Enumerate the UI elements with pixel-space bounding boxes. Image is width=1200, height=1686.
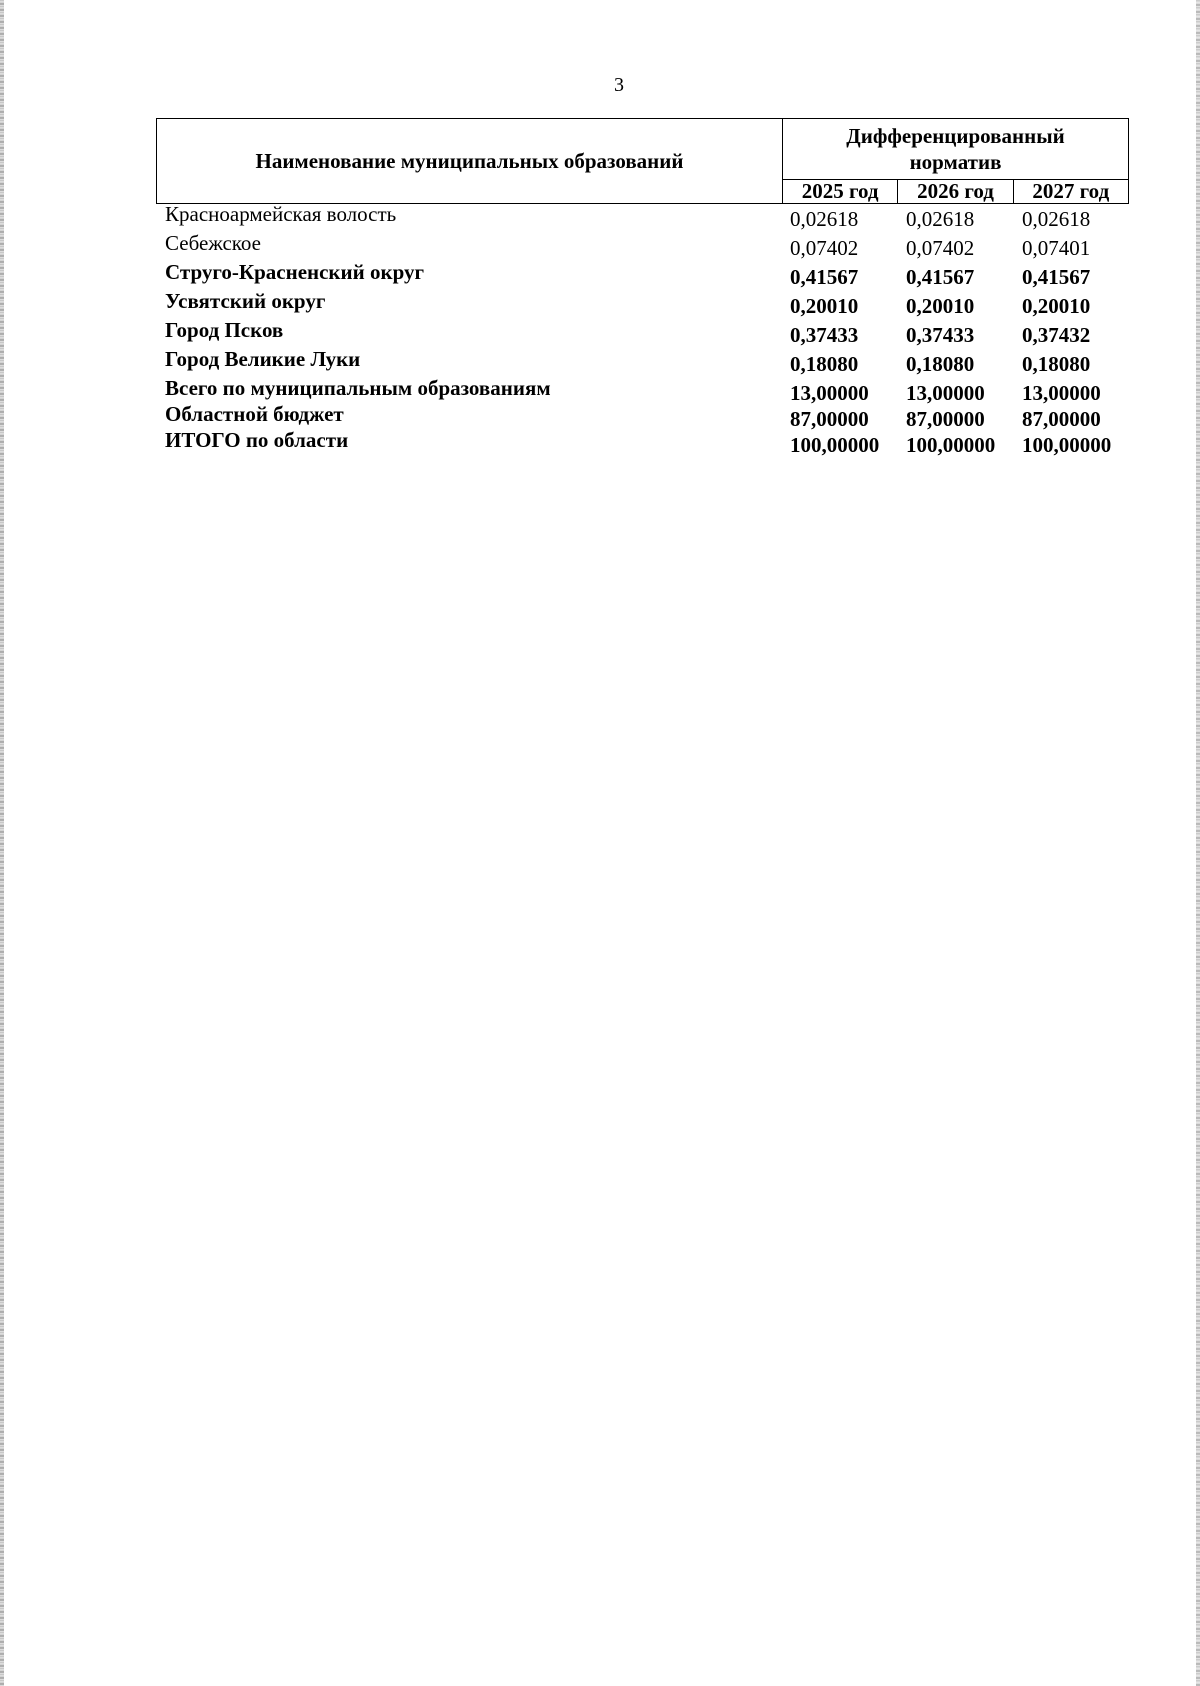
header-year-2027: 2027 год xyxy=(1032,179,1110,203)
row-value-2026: 0,18080 xyxy=(906,352,975,376)
row-name: Всего по муниципальным образованиям xyxy=(165,376,551,400)
table-row xyxy=(165,231,1140,260)
row-value-2025: 87,00000 xyxy=(790,407,869,431)
row-name: Областной бюджет xyxy=(165,402,344,426)
row-value-2025: 0,18080 xyxy=(790,352,859,376)
table-row xyxy=(165,376,1140,405)
table-row xyxy=(165,260,1140,289)
row-value-2027: 100,00000 xyxy=(1022,433,1112,457)
row-value-2025: 0,07402 xyxy=(790,236,859,260)
row-value-2025: 0,41567 xyxy=(790,265,859,289)
row-value-2026: 0,41567 xyxy=(906,265,975,289)
row-value-2026: 13,00000 xyxy=(906,381,985,405)
row-name: Город Великие Луки xyxy=(165,347,361,371)
row-value-2027: 13,00000 xyxy=(1022,381,1101,405)
table-row xyxy=(165,289,1140,318)
row-value-2026: 0,02618 xyxy=(906,207,975,231)
scan-edge-left xyxy=(0,0,4,1686)
row-value-2026: 87,00000 xyxy=(906,407,985,431)
row-value-2025: 0,20010 xyxy=(790,294,859,318)
row-value-2026: 100,00000 xyxy=(906,433,996,457)
row-value-2027: 87,00000 xyxy=(1022,407,1101,431)
row-name: Красноармейская волость xyxy=(165,202,397,226)
row-name: Струго-Красненский округ xyxy=(165,260,425,284)
row-value-2025: 0,37433 xyxy=(790,323,859,347)
row-name: Город Псков xyxy=(165,318,284,342)
row-value-2027: 0,07401 xyxy=(1022,236,1091,260)
table-header xyxy=(156,118,1129,204)
row-value-2027: 0,41567 xyxy=(1022,265,1091,289)
row-name: Усвятский округ xyxy=(165,289,326,313)
row-value-2025: 13,00000 xyxy=(790,381,869,405)
scan-edge-right xyxy=(1196,0,1200,1686)
table-row xyxy=(165,347,1140,376)
header-name-column: Наименование муниципальных образований xyxy=(157,119,783,203)
table-body xyxy=(165,202,1140,457)
row-value-2025: 0,02618 xyxy=(790,207,859,231)
row-value-2026: 0,37433 xyxy=(906,323,975,347)
row-name: ИТОГО по области xyxy=(165,428,349,452)
header-norm-block xyxy=(783,119,1128,203)
table-row xyxy=(165,202,1140,231)
row-value-2026: 0,07402 xyxy=(906,236,975,260)
header-year-2026: 2026 год xyxy=(898,180,1013,203)
header-year-2025: 2025 год xyxy=(783,180,898,203)
row-value-2027: 0,37432 xyxy=(1022,323,1091,347)
row-value-2026: 0,20010 xyxy=(906,294,975,318)
row-value-2025: 100,00000 xyxy=(790,433,880,457)
row-value-2027: 0,20010 xyxy=(1022,294,1091,318)
row-value-2027: 0,18080 xyxy=(1022,352,1091,376)
table-row xyxy=(165,428,1140,457)
header-group-column: Дифференцированный норматив xyxy=(783,119,1128,180)
table-row xyxy=(165,318,1140,347)
header-years xyxy=(783,180,1128,203)
row-name: Себежское xyxy=(165,231,261,255)
table-row xyxy=(165,402,1140,431)
row-value-2027: 0,02618 xyxy=(1022,207,1091,231)
page-number: 3 xyxy=(614,74,624,96)
